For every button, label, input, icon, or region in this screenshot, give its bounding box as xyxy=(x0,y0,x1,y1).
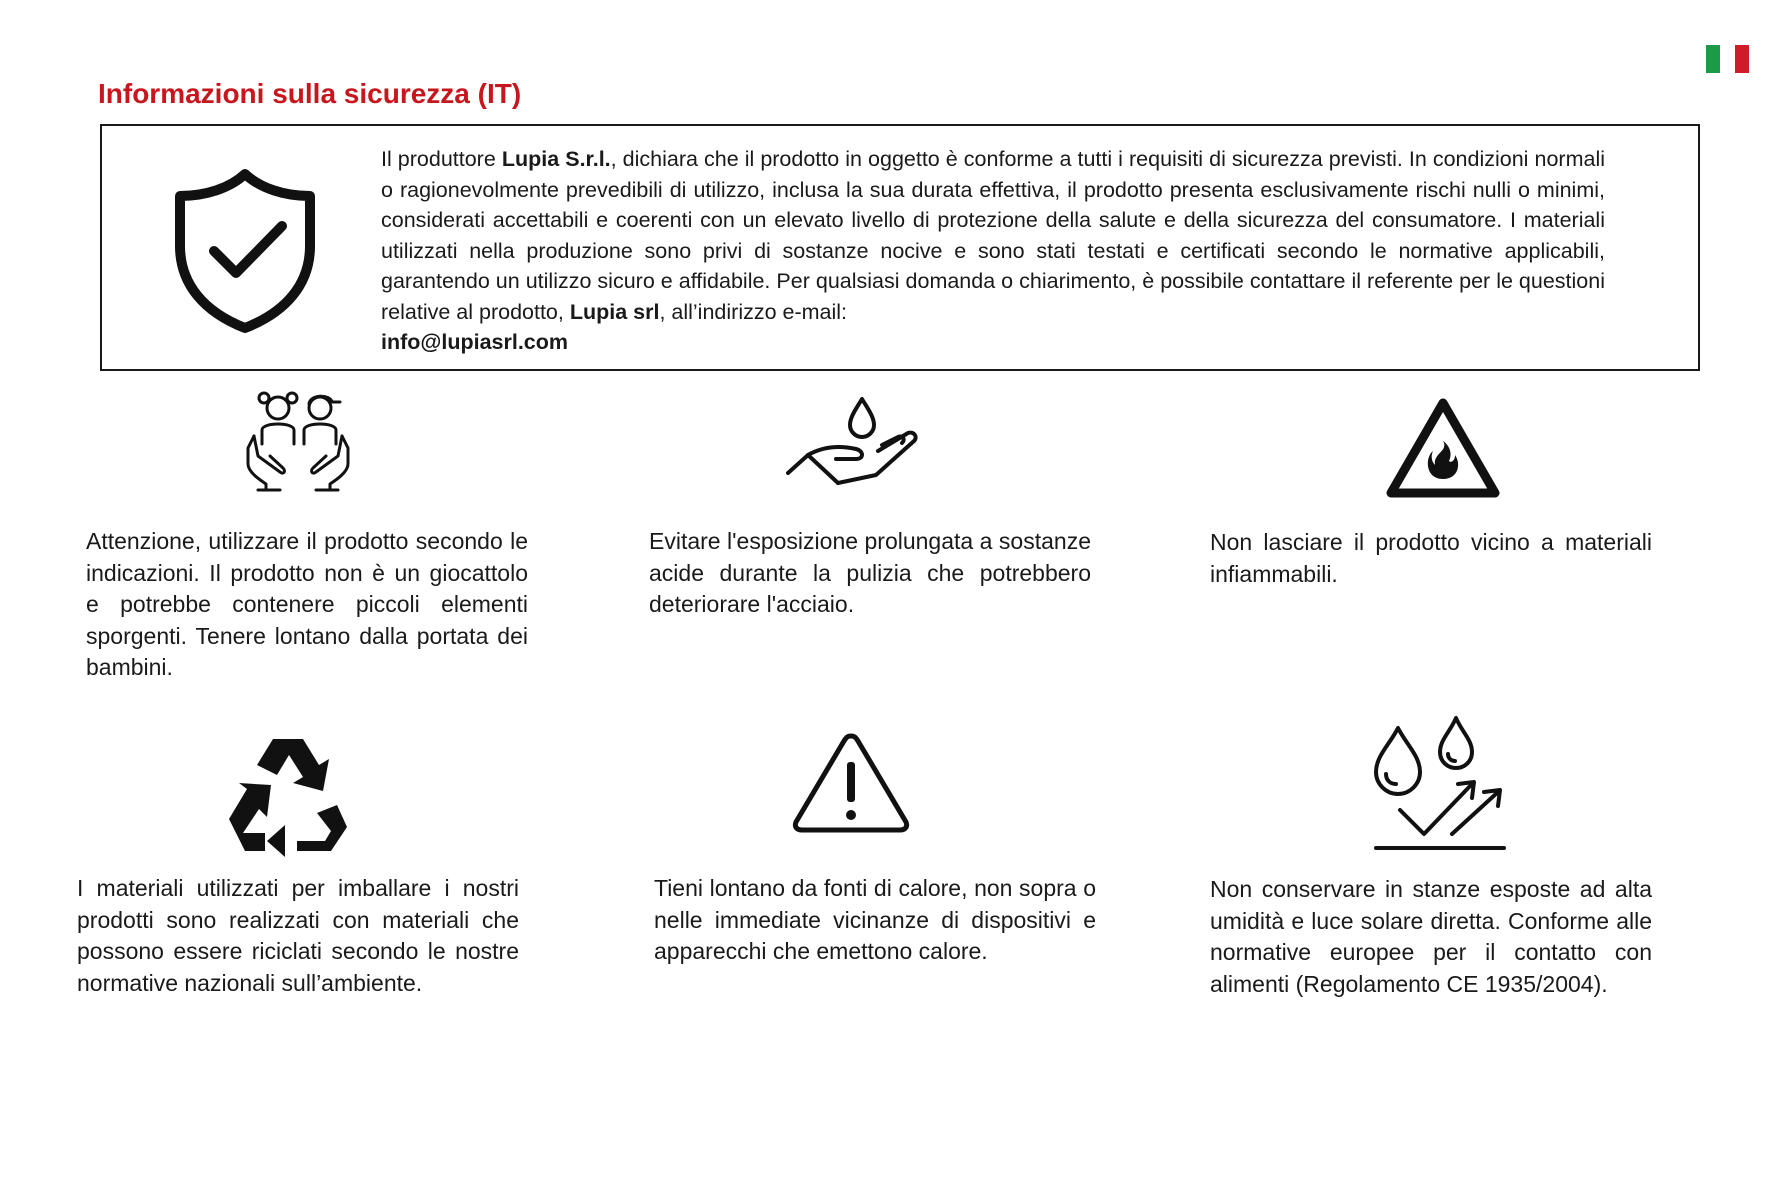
flammable-warning-icon xyxy=(1383,395,1503,501)
page-title: Informazioni sulla sicurezza (IT) xyxy=(98,78,522,109)
company-name: Lupia S.r.l. xyxy=(501,147,611,171)
warning-text-heat: Tieni lontano da fonti di calore, non sopra o nelle immediate vicinanze di dispositivi e apparecchi che emettono calore. xyxy=(654,875,1096,964)
hand-drop-icon xyxy=(786,395,918,495)
manufacturer-declaration-box xyxy=(100,124,1700,371)
warning-exclamation-icon xyxy=(790,728,912,836)
warning-text-children: Attenzione, utilizzare il prodotto secondo le indicazioni. Il prodotto non è un giocattolo e potrebbe contenere piccoli elementi sporgenti. Tenere lontano dalla portata dei bambini. xyxy=(86,528,528,680)
recycle-icon xyxy=(225,735,351,857)
contact-email-link[interactable]: info@lupiasrl.com xyxy=(381,330,569,354)
humidity-drops-icon xyxy=(1370,714,1510,852)
flag-white-stripe xyxy=(1720,45,1734,73)
warning-text-humidity: Non conservare in stanze esposte ad alta umidità e luce solare diretta. Conforme alle normative europee per il contatto con alimenti (Regolamento CE 1935/2004). xyxy=(1210,876,1652,997)
warning-text-flammable: Non lasciare il prodotto vicino a materiali infiammabili. xyxy=(1210,529,1652,587)
flag-red-stripe xyxy=(1735,45,1749,73)
contact-name: Lupia srl xyxy=(569,299,660,324)
children-hands-icon xyxy=(240,386,356,492)
italian-flag-icon xyxy=(1706,45,1749,73)
warning-text-recycle: I materiali utilizzati per imballare i nostri prodotti sono realizzati con materiali che possono essere riciclati secondo le nostre normative nazionali sull’ambiente. xyxy=(77,875,519,996)
warning-text-acids: Evitare l'esposizione prolungata a sostanze acide durante la pulizia che potrebbero deteriorare l'acciaio. xyxy=(649,528,1091,617)
shield-check-icon xyxy=(174,166,316,336)
flag-green-stripe xyxy=(1706,45,1720,73)
manufacturer-declaration-text: Il produttore Lupia S.r.l., dichiara che il prodotto in oggetto è conforme a tutti i requisiti di sicurezza previsti. In condizioni normali o ragionevolmente prevedibili di utilizzo, inclusa la sua durata effettiva, il prodotto presenta esclusivamente rischi nulli o minimi, considerati accettabili e coerenti con un elevato livello di protezione della salute e della sicurezza del consumatore. I materiali utilizzati nella produzione sono privi di sostanze nocive e sono stati testati e certificati secondo le normative applicabili, garantendo un utilizzo sicuro e affidabile. Per qualsiasi domanda o chiarimento, è possibile contattare il referente per le questioni relative al prodotto, Lupia srl, all’indirizzo e-mail: info@lupiasrl.com xyxy=(381,147,1606,354)
